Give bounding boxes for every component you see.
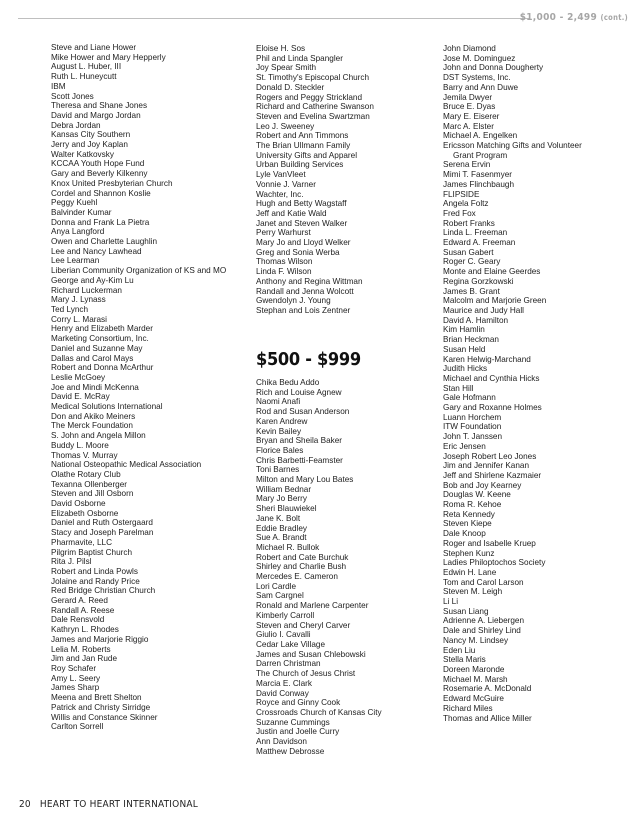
donor-name: Hugh and Betty Wagstaff xyxy=(256,199,347,209)
donor-name: Peggy Kuehl xyxy=(51,198,98,208)
donor-name: Walter Katkovsky xyxy=(51,149,114,159)
donor-name: Justin and Joelle Curry xyxy=(256,727,340,737)
donor-name: Reta Kennedy xyxy=(443,509,495,519)
donor-name: Scott Jones xyxy=(51,91,94,101)
donor-name: Corry L. Marasi xyxy=(51,314,107,324)
donor-name: Phil and Linda Spangler xyxy=(256,53,343,63)
donor-name: Stacy and Joseph Parelman xyxy=(51,528,154,538)
donor-name: Kimberly Carroll xyxy=(256,610,315,620)
donor-name: Red Bridge Christian Church xyxy=(51,586,156,596)
donor-name: Maurice and Judy Hall xyxy=(443,305,525,315)
donor-name: Mary Jo Berry xyxy=(256,494,307,504)
donor-name: Jeff and Katie Wald xyxy=(256,208,327,218)
donor-name: Joseph Robert Leo Jones xyxy=(443,451,537,461)
donor-column-3 xyxy=(443,44,633,723)
donor-name: Susan Liang xyxy=(443,606,489,616)
donor-name: James B. Grant xyxy=(443,286,500,296)
donor-name: Douglas W. Keene xyxy=(443,490,511,500)
donor-name: Royce and Ginny Cook xyxy=(256,698,341,708)
donor-name: Marcia E. Clark xyxy=(256,678,312,688)
donor-name: Grant Program xyxy=(453,150,508,160)
donor-name: Toni Barnes xyxy=(256,465,300,475)
donor-name: John Diamond xyxy=(443,44,496,53)
donor-name: Thomas Wilson xyxy=(256,257,313,267)
donor-name: Pilgrim Baptist Church xyxy=(51,547,132,557)
donor-name: Rogers and Peggy Strickland xyxy=(256,92,363,102)
donor-name: Lori Cardle xyxy=(256,581,297,591)
donor-name: Eric Jensen xyxy=(443,441,486,451)
donor-name: Rita J. Pilsl xyxy=(51,557,92,567)
donor-name: Greg and Sonia Werba xyxy=(256,247,340,257)
donor-name: Suzanne Cummings xyxy=(256,717,330,727)
donor-name: Lee Learman xyxy=(51,256,100,266)
donor-name: Bruce E. Dyas xyxy=(443,102,496,112)
donor-name: Steven and Jill Osborn xyxy=(51,489,134,499)
donor-name: Perry Warhurst xyxy=(256,228,311,238)
donor-name: Luann Horchem xyxy=(443,412,502,422)
donor-name: Edwin H. Lane xyxy=(443,567,497,577)
donor-name: Willis and Constance Skinner xyxy=(51,712,158,722)
donor-name: Dale and Shirley Lind xyxy=(443,626,521,636)
donor-name: Mimi T. Fasenmyer xyxy=(443,170,512,180)
donor-name: Pharmavite, LLC xyxy=(51,537,112,547)
donor-name: KCCAA Youth Hope Fund xyxy=(51,159,145,169)
donor-name: DST Systems, Inc. xyxy=(443,73,511,83)
donor-name: Roger C. Geary xyxy=(443,257,501,267)
donor-name: Nancy M. Lindsey xyxy=(443,635,509,645)
donor-name: S. John and Angela Millon xyxy=(51,431,146,441)
donor-name: Michael and Cynthia Hicks xyxy=(443,373,540,383)
donor-name: Robert and Ann Timmons xyxy=(256,131,349,141)
donor-name: Randall A. Reese xyxy=(51,605,115,615)
donor-name: Steven Kiepe xyxy=(443,519,492,529)
donor-name: Adrienne A. Liebergen xyxy=(443,616,525,626)
donor-name: Urban Building Services xyxy=(256,160,344,170)
page-number: 20 xyxy=(19,799,31,810)
donor-name: Regina Gorzkowski xyxy=(443,276,514,286)
donor-name: Patrick and Christy Sirridge xyxy=(51,702,151,712)
donor-name: Milton and Mary Lou Bates xyxy=(256,475,354,485)
donor-name: Cordel and Shannon Koslie xyxy=(51,188,151,198)
donor-name: Robert Franks xyxy=(443,218,495,228)
header-rule xyxy=(18,18,530,19)
donor-name: Stan Hill xyxy=(443,383,474,393)
donor-name: David Osborne xyxy=(51,499,106,509)
donor-column-1 xyxy=(51,43,241,732)
donor-name: Ruth L. Huneycutt xyxy=(51,72,117,82)
donor-name: James and Susan Chlebowski xyxy=(256,649,366,659)
donor-name: Gale Hofmann xyxy=(443,393,496,403)
donor-name: Ericsson Matching Gifts and Volunteer xyxy=(443,141,582,151)
donor-name: David and Margo Jordan xyxy=(51,110,141,120)
donor-name: Mary J. Lynass xyxy=(51,295,106,305)
donor-name: Richard Luckerman xyxy=(51,285,122,295)
donor-name: Marc A. Elster xyxy=(443,121,494,131)
donor-name: Balvinder Kumar xyxy=(51,207,112,217)
donor-name: Daniel and Suzanne May xyxy=(51,343,143,353)
donor-name: Edward McGuire xyxy=(443,694,504,704)
donor-name: The Merck Foundation xyxy=(51,421,133,431)
donor-name: Sheri Blauwiekel xyxy=(256,504,317,514)
donor-name: Steve and Liane Hower xyxy=(51,43,137,52)
donor-name: Darren Christman xyxy=(256,659,321,669)
donor-name: Rod and Susan Anderson xyxy=(256,407,350,417)
donor-name: Stella Maris xyxy=(443,655,486,665)
donor-name: William Bednar xyxy=(256,484,312,494)
donor-name: Fred Fox xyxy=(443,208,476,218)
donor-name: Meena and Brett Shelton xyxy=(51,693,142,703)
donor-name: The Church of Jesus Christ xyxy=(256,669,356,679)
donor-name: Mike Hower and Mary Hepperly xyxy=(51,52,166,62)
donor-name: Jolaine and Randy Price xyxy=(51,576,140,586)
section-heading-500-999: $500 - $999 xyxy=(256,349,361,370)
donor-name: Texanna Ollenberger xyxy=(51,479,128,489)
donor-name: Leslie McGoey xyxy=(51,372,106,382)
donor-column-2-top xyxy=(256,44,436,316)
donor-name: Dallas and Carol Mays xyxy=(51,353,134,363)
donor-name: Jemila Dwyer xyxy=(443,92,493,102)
donor-name: Cedar Lake Village xyxy=(256,639,326,649)
donor-name: Jeff and Shirlene Kazmaier xyxy=(443,470,542,480)
donor-name: Gwendolyn J. Young xyxy=(256,296,331,306)
donor-name: Henry and Elizabeth Marder xyxy=(51,324,153,334)
donor-name: Malcolm and Marjorie Green xyxy=(443,296,547,306)
donor-name: Susan Held xyxy=(443,344,486,354)
donor-name: Michael R. Bullok xyxy=(256,542,320,552)
donor-name: Tom and Carol Larson xyxy=(443,577,524,587)
donor-name: Dale Rensvold xyxy=(51,615,105,625)
donor-name: Brian Heckman xyxy=(443,335,499,345)
donor-name: Robert and Donna McArthur xyxy=(51,363,154,373)
donor-name: Steven and Evelina Swartzman xyxy=(256,111,370,121)
donor-name: Eden Liu xyxy=(443,645,476,655)
donor-name: Wachter, Inc. xyxy=(256,189,304,199)
donor-name: Serena Ervin xyxy=(443,160,491,170)
donor-name: Bob and Joy Kearney xyxy=(443,480,522,490)
donor-name: Roger and Isabelle Kruep xyxy=(443,538,536,548)
donor-name: Chika Bedu Addo xyxy=(256,378,320,387)
donor-name: James Flinchbaugh xyxy=(443,179,514,189)
donor-column-2-bottom xyxy=(256,378,436,756)
donor-name: Liberian Community Organization of KS and MO xyxy=(51,266,227,276)
donor-name: Gary and Roxanne Holmes xyxy=(443,403,542,413)
donor-name: Marketing Consortium, Inc. xyxy=(51,334,149,344)
donor-name: ITW Foundation xyxy=(443,422,502,432)
donor-name: Lee and Nancy Lawhead xyxy=(51,246,142,256)
donor-name: David E. McRay xyxy=(51,392,110,402)
donor-name: Kansas City Southern xyxy=(51,130,131,140)
donor-name: Lelia M. Roberts xyxy=(51,644,111,654)
donor-name: Steven M. Leigh xyxy=(443,587,503,597)
donor-name: Eloise H. Sos xyxy=(256,44,306,53)
donor-name: Roy Schafer xyxy=(51,664,97,673)
donor-name: Giulio I. Cavalli xyxy=(256,630,311,640)
donor-name: Donald D. Steckler xyxy=(256,82,325,92)
donor-name: Theresa and Shane Jones xyxy=(51,101,148,111)
header-cont: (cont.) xyxy=(600,13,628,22)
donor-name: Roma R. Kehoe xyxy=(443,500,502,510)
donor-name: Anthony and Regina Wittman xyxy=(256,276,363,286)
donor-name: Gerard A. Reed xyxy=(51,596,108,606)
donor-name: Knox United Presbyterian Church xyxy=(51,178,173,188)
running-header xyxy=(520,12,628,23)
donor-name: Mary E. Eiserer xyxy=(443,111,500,121)
donor-name: Steven and Cheryl Carver xyxy=(256,620,351,630)
donor-name: Owen and Charlette Laughlin xyxy=(51,237,158,247)
donor-name: Mary Jo and Lloyd Welker xyxy=(256,238,351,248)
donor-name: Eddie Bradley xyxy=(256,523,307,533)
donor-name: Jerry and Joy Kaplan xyxy=(51,140,128,150)
donor-name: Karen Andrew xyxy=(256,416,308,426)
donor-name: Richard Miles xyxy=(443,703,493,713)
donor-name: Thomas V. Murray xyxy=(51,450,118,460)
donor-name: Debra Jordan xyxy=(51,120,101,130)
donor-name: FLIPSIDE xyxy=(443,189,480,199)
donor-name: Michael A. Engelken xyxy=(443,131,518,141)
donor-name: St. Timothy's Episcopal Church xyxy=(256,73,370,83)
donor-name: Carlton Sorrell xyxy=(51,722,104,732)
header-range: $1,000 - 2,499 xyxy=(519,12,598,23)
donor-name: Kathryn L. Rhodes xyxy=(51,625,119,635)
donor-name: Sue A. Brandt xyxy=(256,533,307,543)
donor-name: Stephen Kunz xyxy=(443,548,495,558)
page-footer xyxy=(19,799,198,810)
donor-name: Robert and Linda Powls xyxy=(51,566,138,576)
donor-name: Don and Akiko Meiners xyxy=(51,411,136,421)
donor-name: John T. Janssen xyxy=(443,432,503,442)
donor-name: August L. Huber, III xyxy=(51,62,122,72)
donor-name: Buddy L. Moore xyxy=(51,440,109,450)
donor-name: National Osteopathic Medical Association xyxy=(51,460,202,470)
donor-name: Michael M. Marsh xyxy=(443,674,508,684)
donor-name: Chris Barbetti-Feamster xyxy=(256,455,343,465)
donor-name: Elizabeth Osborne xyxy=(51,508,119,518)
donor-name: Randall and Jenna Wolcott xyxy=(256,286,354,296)
donor-name: Joy Spear Smith xyxy=(256,63,317,73)
donor-name: George and Ay-Kim Lu xyxy=(51,275,134,285)
donor-name: Bryan and Sheila Baker xyxy=(256,436,343,446)
donor-name: Lyle VanVleet xyxy=(256,170,306,180)
donor-name: Barry and Ann Duwe xyxy=(443,82,519,92)
donor-name: Karen Helwig-Marchand xyxy=(443,354,531,364)
donor-name: Ann Davidson xyxy=(256,737,307,747)
donor-name: Monte and Elaine Geerdes xyxy=(443,267,541,277)
donor-name: Ladies Philoptochos Society xyxy=(443,558,546,568)
donor-name: Rich and Louise Agnew xyxy=(256,387,342,397)
publication-name: HEART TO HEART INTERNATIONAL xyxy=(39,799,198,810)
donor-name: Janet and Steven Walker xyxy=(256,218,348,228)
donor-name: David A. Hamilton xyxy=(443,315,509,325)
donor-name: John and Donna Dougherty xyxy=(443,63,544,73)
donor-name: The Brian Ullmann Family xyxy=(256,141,351,151)
donor-name: Kim Hamlin xyxy=(443,325,485,335)
donor-name: Donna and Frank La Pietra xyxy=(51,217,150,227)
donor-name: Jane K. Bolt xyxy=(256,513,301,523)
donor-name: Ted Lynch xyxy=(51,304,89,314)
donor-name: Judith Hicks xyxy=(443,364,488,374)
donor-name: Gary and Beverly Kilkenny xyxy=(51,169,148,179)
donor-name: Rosemarie A. McDonald xyxy=(443,684,532,694)
donor-name: Crossroads Church of Kansas City xyxy=(256,707,382,717)
donor-name: Leo J. Sweeney xyxy=(256,121,315,131)
donor-name: Edward A. Freeman xyxy=(443,238,516,248)
donor-name: Olathe Rotary Club xyxy=(51,469,121,479)
donor-name: James Sharp xyxy=(51,683,100,693)
donor-name: Doreen Maronde xyxy=(443,665,505,674)
donor-name: Dale Knoop xyxy=(443,529,486,539)
donor-name: Daniel and Ruth Ostergaard xyxy=(51,518,153,528)
donor-name: Jose M. Dominguez xyxy=(443,53,516,63)
donor-name: Anya Langford xyxy=(51,227,105,237)
donor-name: Ronald and Marlene Carpenter xyxy=(256,601,369,611)
donor-name: Stephan and Lois Zentner xyxy=(256,305,351,315)
donor-name: Sam Cargnel xyxy=(256,591,304,601)
donor-name: Susan Gabert xyxy=(443,247,494,257)
donor-name: James and Marjorie Riggio xyxy=(51,634,149,644)
donor-name: Vonnie J. Varner xyxy=(256,179,316,189)
donor-name: Li Li xyxy=(443,597,459,607)
donor-name: Florice Bales xyxy=(256,445,304,455)
donor-name: IBM xyxy=(51,81,66,91)
donor-name: Jim and Jennifer Kanan xyxy=(443,461,530,471)
donor-name: Naomi Anafi xyxy=(256,397,301,407)
donor-name: Kevin Bailey xyxy=(256,426,302,436)
donor-name: Robert and Cate Burchuk xyxy=(256,552,349,562)
donor-name: David Conway xyxy=(256,688,309,698)
donor-name: Jim and Jan Rude xyxy=(51,654,117,664)
donor-name: Mercedes E. Cameron xyxy=(256,572,338,582)
donor-name: Angela Foltz xyxy=(443,199,489,209)
donor-name: Amy L. Seery xyxy=(51,673,101,683)
donor-name: Richard and Catherine Swanson xyxy=(256,102,374,112)
donor-name: Matthew Debrosse xyxy=(256,746,325,756)
donor-name: Joe and Mindi McKenna xyxy=(51,382,139,392)
donor-name: Linda F. Wilson xyxy=(256,267,312,277)
donor-name: Linda L. Freeman xyxy=(443,228,508,238)
donor-name: Shirley and Charlie Bush xyxy=(256,562,347,572)
donor-name: Thomas and Allice Miller xyxy=(443,713,532,723)
donor-name: Medical Solutions International xyxy=(51,402,163,412)
donor-name: University Gifts and Apparel xyxy=(256,150,358,160)
